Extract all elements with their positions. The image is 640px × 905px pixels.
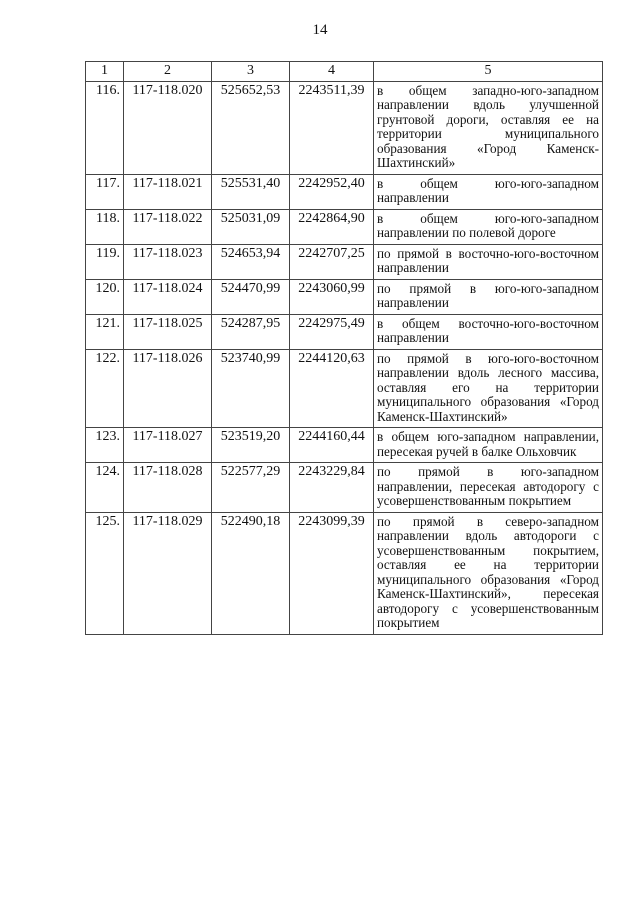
row-number: 116. xyxy=(86,81,124,174)
segment-code: 117-118.023 xyxy=(124,244,212,279)
row-number: 120. xyxy=(86,279,124,314)
x-coordinate: 525031,09 xyxy=(212,209,290,244)
boundary-description: в общем западно-юго-западном направлении вдоль улучшенной грунтовой дороги, оставляя ее на территории муниципального образования «Город Каменск-Шахтинский» xyxy=(374,81,603,174)
row-number: 117. xyxy=(86,174,124,209)
table-row xyxy=(86,244,603,279)
segment-code: 117-118.028 xyxy=(124,463,212,513)
y-coordinate: 2244120,63 xyxy=(290,349,374,428)
boundary-description: по прямой в восточно-юго-восточном направлении xyxy=(374,244,603,279)
x-coordinate: 524470,99 xyxy=(212,279,290,314)
x-coordinate: 524287,95 xyxy=(212,314,290,349)
table-row xyxy=(86,349,603,428)
table-row xyxy=(86,428,603,463)
column-header: 2 xyxy=(124,62,212,82)
segment-code: 117-118.024 xyxy=(124,279,212,314)
boundary-description: в общем восточно-юго-восточном направлении xyxy=(374,314,603,349)
column-header: 5 xyxy=(374,62,603,82)
row-number: 121. xyxy=(86,314,124,349)
table-header-row xyxy=(86,62,603,82)
segment-code: 117-118.027 xyxy=(124,428,212,463)
table-row xyxy=(86,174,603,209)
segment-code: 117-118.020 xyxy=(124,81,212,174)
x-coordinate: 522577,29 xyxy=(212,463,290,513)
table-row xyxy=(86,209,603,244)
boundary-description: по прямой в северо-западном направлении вдоль автодороги с усовершенствованным покрытием, оставляя ее на территории муниципального образования «Город Каменск-Шахтинский», пересекая автодорогу с усовершенствованным покрытием xyxy=(374,512,603,634)
x-coordinate: 522490,18 xyxy=(212,512,290,634)
segment-code: 117-118.022 xyxy=(124,209,212,244)
y-coordinate: 2242707,25 xyxy=(290,244,374,279)
column-header: 4 xyxy=(290,62,374,82)
boundary-description: по прямой в юго-западном направлении, пересекая автодорогу с усовершенствованным покрытием xyxy=(374,463,603,513)
y-coordinate: 2243229,84 xyxy=(290,463,374,513)
x-coordinate: 523740,99 xyxy=(212,349,290,428)
boundary-description: в общем юго-юго-западном направлении xyxy=(374,174,603,209)
segment-code: 117-118.029 xyxy=(124,512,212,634)
segment-code: 117-118.026 xyxy=(124,349,212,428)
boundary-description: по прямой в юго-юго-западном направлении xyxy=(374,279,603,314)
table-row xyxy=(86,314,603,349)
segment-code: 117-118.021 xyxy=(124,174,212,209)
table-row xyxy=(86,463,603,513)
boundary-description: по прямой в юго-юго-восточном направлении вдоль лесного массива, оставляя его на территории муниципального образования «Город Каменск-Шахтинский» xyxy=(374,349,603,428)
row-number: 122. xyxy=(86,349,124,428)
row-number: 125. xyxy=(86,512,124,634)
coordinates-table xyxy=(85,61,603,635)
boundary-description: в общем юго-западном направлении, пересекая ручей в балке Ольховчик xyxy=(374,428,603,463)
y-coordinate: 2243099,39 xyxy=(290,512,374,634)
x-coordinate: 523519,20 xyxy=(212,428,290,463)
table-row xyxy=(86,512,603,634)
table-row xyxy=(86,279,603,314)
y-coordinate: 2243511,39 xyxy=(290,81,374,174)
boundary-description: в общем юго-юго-западном направлении по полевой дороге xyxy=(374,209,603,244)
x-coordinate: 524653,94 xyxy=(212,244,290,279)
segment-code: 117-118.025 xyxy=(124,314,212,349)
y-coordinate: 2242952,40 xyxy=(290,174,374,209)
y-coordinate: 2242975,49 xyxy=(290,314,374,349)
column-header: 3 xyxy=(212,62,290,82)
x-coordinate: 525652,53 xyxy=(212,81,290,174)
y-coordinate: 2244160,44 xyxy=(290,428,374,463)
x-coordinate: 525531,40 xyxy=(212,174,290,209)
page-number: 14 xyxy=(312,22,328,38)
y-coordinate: 2243060,99 xyxy=(290,279,374,314)
column-header: 1 xyxy=(86,62,124,82)
row-number: 123. xyxy=(86,428,124,463)
row-number: 124. xyxy=(86,463,124,513)
table-row xyxy=(86,81,603,174)
row-number: 119. xyxy=(86,244,124,279)
y-coordinate: 2242864,90 xyxy=(290,209,374,244)
row-number: 118. xyxy=(86,209,124,244)
